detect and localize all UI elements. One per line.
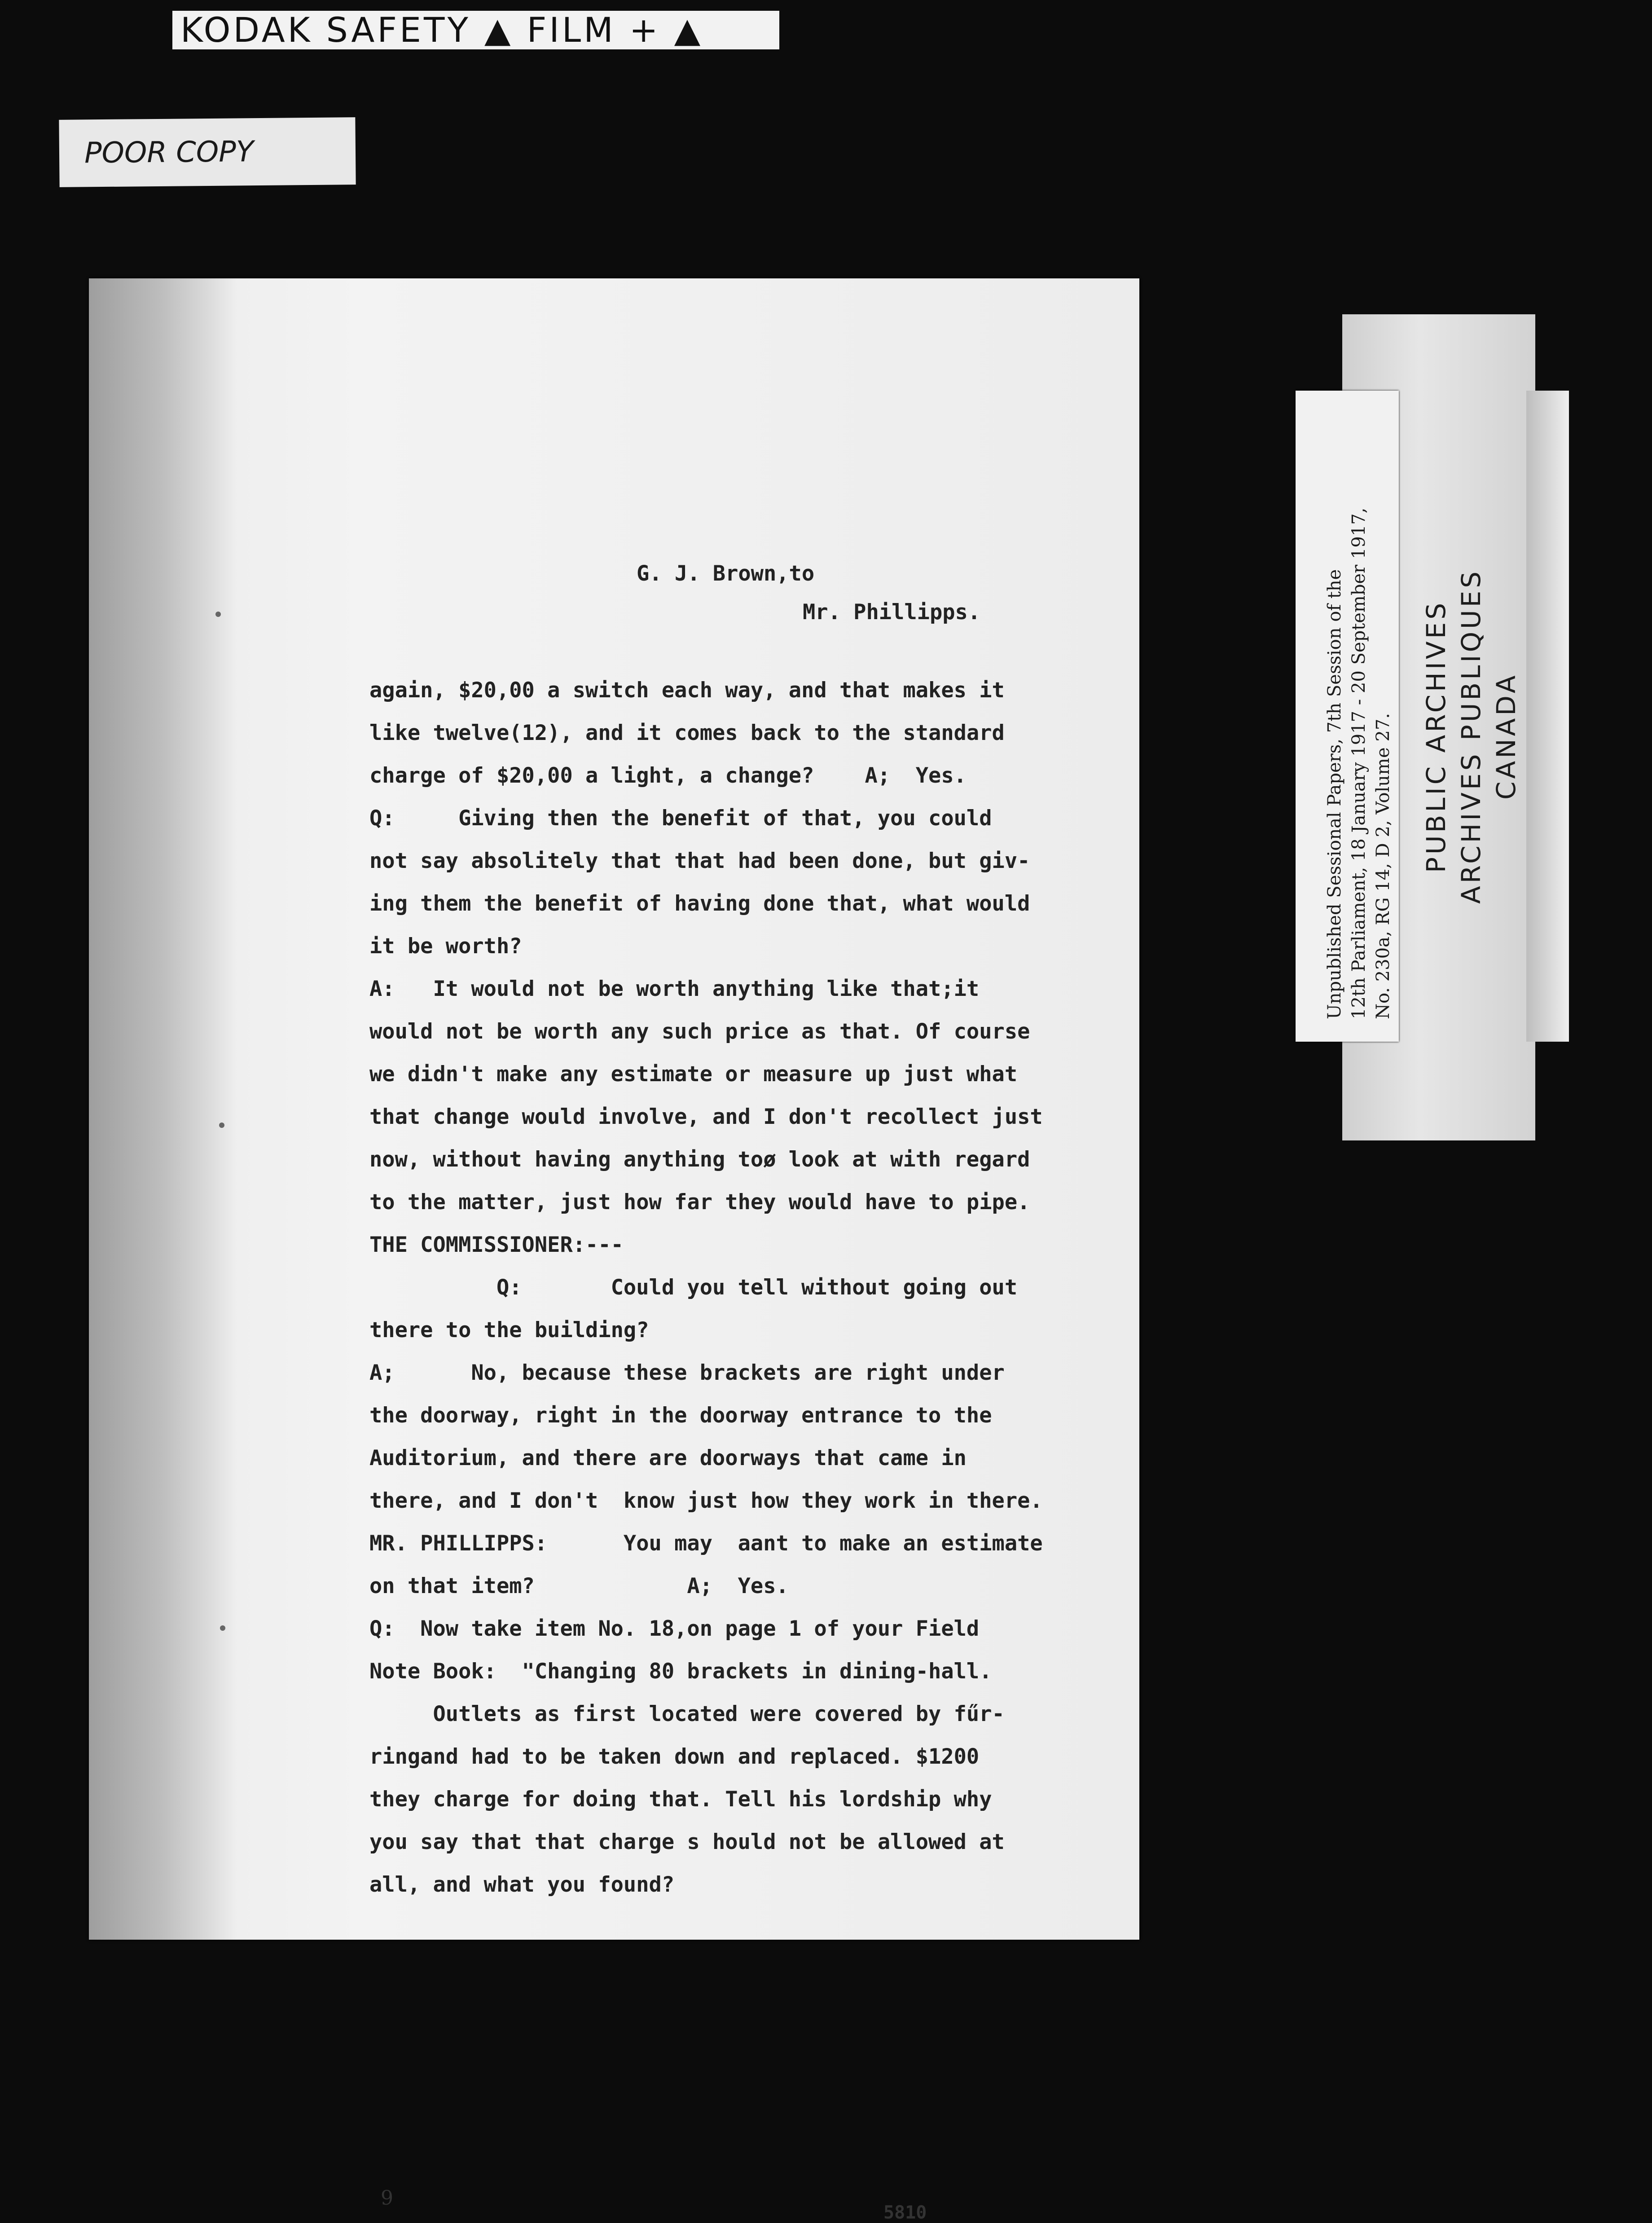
text-line: like twelve(12), and it comes back to the standard	[369, 721, 1005, 745]
text-line: Q: Could you tell without going out	[369, 1275, 1018, 1300]
text-line: MR. PHILLIPPS: You may aant to make an estimate	[369, 1531, 1043, 1556]
text-line: would not be worth any such price as that. Of course	[369, 1019, 1030, 1044]
text-line: all, and what you found?	[369, 1872, 675, 1897]
text-line: Q: Now take item No. 18,on page 1 of your Field	[369, 1616, 980, 1641]
header-examiner: Mr. Phillipps.	[803, 600, 981, 625]
text-line: A; No, because these brackets are right under	[369, 1360, 1005, 1385]
text-line: we didn't make any estimate or measure up just what	[369, 1062, 1018, 1087]
text-line: THE COMMISSIONER:---	[369, 1233, 624, 1257]
archive-label-edge	[1526, 391, 1569, 1042]
text-line: Auditorium, and there are doorways that came in	[369, 1446, 967, 1470]
punch-hole	[215, 612, 221, 617]
text-line: A: It would not be worth anything like that;it	[369, 977, 980, 1001]
archives-name: PUBLIC ARCHIVES ARCHIVES PUBLIQUES CANADA	[1421, 568, 1521, 904]
punch-hole	[220, 1625, 225, 1631]
archive-stamp-number: 5810	[883, 2202, 927, 2223]
text-line: to the matter, just how far they would have to pipe.	[369, 1190, 1030, 1215]
text-line: ringand had to be taken down and replaced. $1200	[369, 1744, 980, 1769]
poor-copy-label: POOR COPY	[59, 117, 356, 187]
text-line: you say that that charge s hould not be allowed at	[369, 1830, 1005, 1854]
text-line: Q: Giving then the benefit of that, you could	[369, 806, 992, 831]
provenance-text: Unpublished Sessional Papers, 7th Session of the 12th Parliament, 18 January 1917 - 20 September 1917, No. 230a, RG 14, D 2, Volume 27.	[1324, 507, 1393, 1019]
text-line: Outlets as first located were covered by fűr-	[369, 1702, 1005, 1726]
text-line: Note Book: "Changing 80 brackets in dining-hall.	[369, 1659, 992, 1684]
header-witness: G. J. Brown,to	[637, 561, 815, 586]
text-line: it be worth?	[369, 934, 522, 959]
text-line: there to the building?	[369, 1318, 649, 1343]
document-page	[89, 278, 1139, 2223]
text-line: that change would involve, and I don't recollect just	[369, 1105, 1043, 1129]
text-line: on that item? A; Yes.	[369, 1574, 789, 1598]
text-line: there, and I don't know just how they work in there.	[369, 1488, 1043, 1513]
punch-hole	[219, 1123, 224, 1128]
text-line: now, without having anything toø look at with regard	[369, 1147, 1030, 1172]
text-line: again, $20,00 a switch each way, and that makes it	[369, 678, 1005, 703]
text-line: not say absolitely that that had been done, but giv-	[369, 849, 1030, 873]
text-line: the doorway, right in the doorway entrance to the	[369, 1403, 992, 1428]
page-number: 9	[381, 2187, 393, 2210]
film-edge-marking: KODAK SAFETY ▲ FILM + ▲	[172, 11, 779, 49]
text-line: charge of $20,00 a light, a change? A; Yes.	[369, 763, 967, 788]
text-line: they charge for doing that. Tell his lordship why	[369, 1787, 992, 1812]
text-line: ing them the benefit of having done that, what would	[369, 891, 1030, 916]
testimony-text	[369, 669, 1043, 1906]
